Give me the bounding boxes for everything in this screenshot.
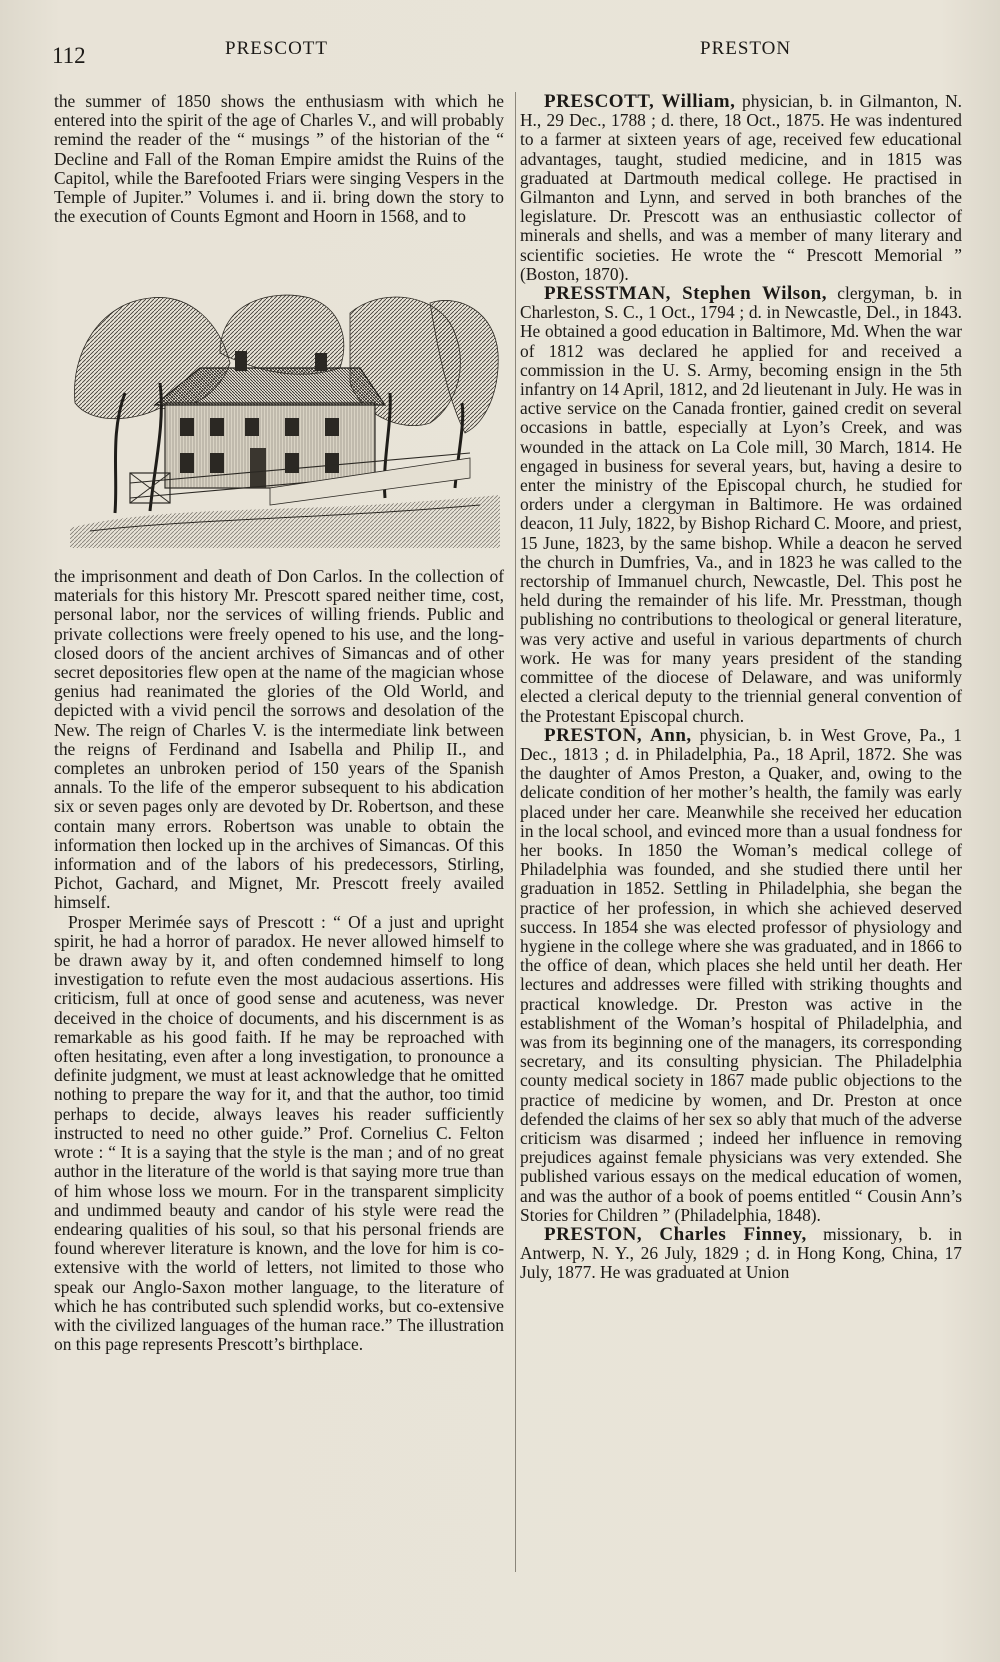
entry-text: clergyman, b. in Charleston, S. C., 1 Oct., 1794 ; d. in Newcastle, Del., in 1843. He obtained a good education in Baltimore, Md. When the war of 1812 was declared he applied for and received a commission in the U. S. Army, becoming ensign in the 5th infantry on 14 April, 1812, and 2d lieutenant in July. He was in active service on the Canada frontier, gained credit on several occasions in battle, especially at Lyon’s Creek, and was wounded in the attack on La Cole mill, 30 March, 1814. He engaged in business for several years, but, having a desire to enter the ministry of the Episcopal church, he studied for orders under a clergyman in Baltimore. He was ordained deacon, 11 July, 1822, by Bishop Richard C. Moore, and priest, 15 June, 1823, by the same bishop. While a deacon he served the church in Dumfries, Va., and in 1823 he was called to the rectorship of Immanuel church, Newcastle, Del. This post he held during the remainder of his life. Mr. Presstman, though publishing no contributions to theological or general literature, was very active and useful in various departments of church work. He was for many years president of the standing committee of the diocese of Delaware, and was uniformly elected a clerical deputy to the triennial general convention of the Protestant Episcopal church. [520, 283, 962, 726]
paragraph: the summer of 1850 shows the enthusiasm with which he entered into the spirit of the age of Charles V., and will probably remind the reader of the “ musings ” of the historian of the “ Decline and Fall of the Roman Empire amidst the Ruins of the Capitol, while the Barefooted Friars were singing Vespers in the Temple of Jupiter.” Volumes i. and ii. bring down the story to the execution of Counts Egmont and Hoorn in 1568, and to [54, 91, 504, 227]
column-right [520, 92, 962, 1283]
column-left-bottom [54, 567, 504, 1354]
entry-text: physician, b. in West Grove, Pa., 1 Dec., 1813 ; d. in Philadelphia, Pa., 18 April, 1872. She was the daughter of Amos Preston, a Quaker, and, owing to the delicate condition of her mother’s health, the family was early placed under her care. Meanwhile she received her education in the local school, and evinced more than a usual fondness for her books. In 1850 the Woman’s medical college of Philadelphia was founded, and she studied there until her graduation in 1852. Settling in Philadelphia, she began the practice of her profession, in which she achieved deserved success. In 1854 she was elected professor of physiology and hygiene in the college where she was graduated, and in 1866 to the office of dean, which places she held until her death. Her lectures and addresses were filled with striking thoughts and practical knowledge. Dr. Preston was active in the establishment of the Woman’s hospital of Philadelphia, and was from its beginning one of the managers, its corresponding secretary, and its consulting physician. The Philadelphia county medical society in 1867 made public objections to the practice of medicine by women, and Dr. Preston at once defended the claims of her sex so ably that much of the adverse criticism was disarmed ; indeed her influence in removing prejudices against female physicians was very extended. She published various essays on the medical education of women, and was the author of a book of poems entitled “ Cousin Ann’s Stories for Children ” (Philadelphia, 1848). [520, 724, 962, 1225]
entry-preston-ann [520, 726, 962, 1225]
entry-headword: PRESTON, Charles Finney, [544, 1223, 807, 1245]
entry-text: physician, b. in Gilmanton, N. H., 29 Dec., 1788 ; d. there, 18 Oct., 1875. He was indentured to a farmer at sixteen years of age, received few educational advantages, taught, studied medicine, and in 1815 was graduated at Dartmouth medical college. He practised in Gilmanton and Lynn, and served in both branches of the legislature. Dr. Prescott was an enthusiastic collector of minerals and shells, and was a member of many literary and scientific societies. He wrote the “ Prescott Memorial ” (Boston, 1870). [520, 91, 962, 284]
entry-preston-charles [520, 1225, 962, 1283]
paragraph: the imprisonment and death of Don Carlos. In the collection of materials for this history Mr. Prescott spared neither time, cost, personal labor, nor the services of willing friends. Public and private collections were freely opened to his use, and the long-closed doors of the ancient archives of Simancas and of other secret depositories flew open at the name of the magician whose genius had reanimated the glories of the Old World, and depicted with a vivid pencil the sorrows and desolation of the New. The reign of Charles V. is the intermediate link between the reigns of Ferdinand and Isabella and Philip II., and completes an unbroken period of 150 years of the Spanish annals. To the life of the emperor subsequent to his abdication six or seven pages only are devoted by Dr. Robertson, and these contain many errors. Robertson was unable to obtain the information then locked up in the archives of Simancas. Of this information and of the labors of his predecessors, Stirling, Pichot, Gachard, and Mignet, Mr. Prescott freely availed himself. [54, 566, 504, 913]
birthplace-engraving [70, 283, 500, 548]
entry-headword: PRESSTMAN, Stephen Wilson, [544, 283, 827, 305]
entry-prescott-william [520, 92, 962, 284]
page-number: 112 [52, 43, 86, 68]
running-head-left: PRESCOTT [225, 38, 329, 59]
running-head-right: PRESTON [700, 38, 792, 59]
column-divider [515, 92, 516, 1572]
column-left-top [54, 92, 504, 226]
entry-text: missionary, b. in Antwerp, N. Y., 26 July, 1829 ; d. in Hong Kong, China, 17 July, 1877. He was graduated at Union [520, 1223, 962, 1283]
entry-headword: PRESCOTT, William, [544, 91, 736, 112]
entry-presstman-stephen [520, 284, 962, 726]
paragraph: Prosper Merimée says of Prescott : “ Of a just and upright spirit, he had a horror of paradox. He never allowed himself to be drawn away by it, and often condemned himself to long investigation to refute even the most audacious assertions. His criticism, full at once of good sense and acuteness, was never deceived in the choice of documents, and his discernment is as remarkable as his good faith. If he may be reproached with often hesitating, even after a long investigation, to pronounce a definite judgment, we must at least acknowledge that he omitted nothing to prepare the way for it, and that the author, too timid perhaps to decide, always leaves his reader sufficiently instructed to need no other guide.” Prof. Cornelius C. Felton wrote : “ It is a saying that the style is the man ; and of no great author in the literature of the world is that saying more true than of him whose loss we mourn. For in the transparent simplicity and undimmed beauty and candor of his style were read the endearing qualities of his soul, so that his personal friends are found wherever literature is known, and the love for him is co-extensive with the world of letters, not limited to those who speak our Anglo-Saxon mother language, to the literature of which he has contributed such splendid works, but co-extensive with the civilized languages of the human race.” The illustration on this page represents Prescott’s birthplace. [54, 911, 504, 1355]
entry-headword: PRESTON, Ann, [544, 724, 692, 746]
